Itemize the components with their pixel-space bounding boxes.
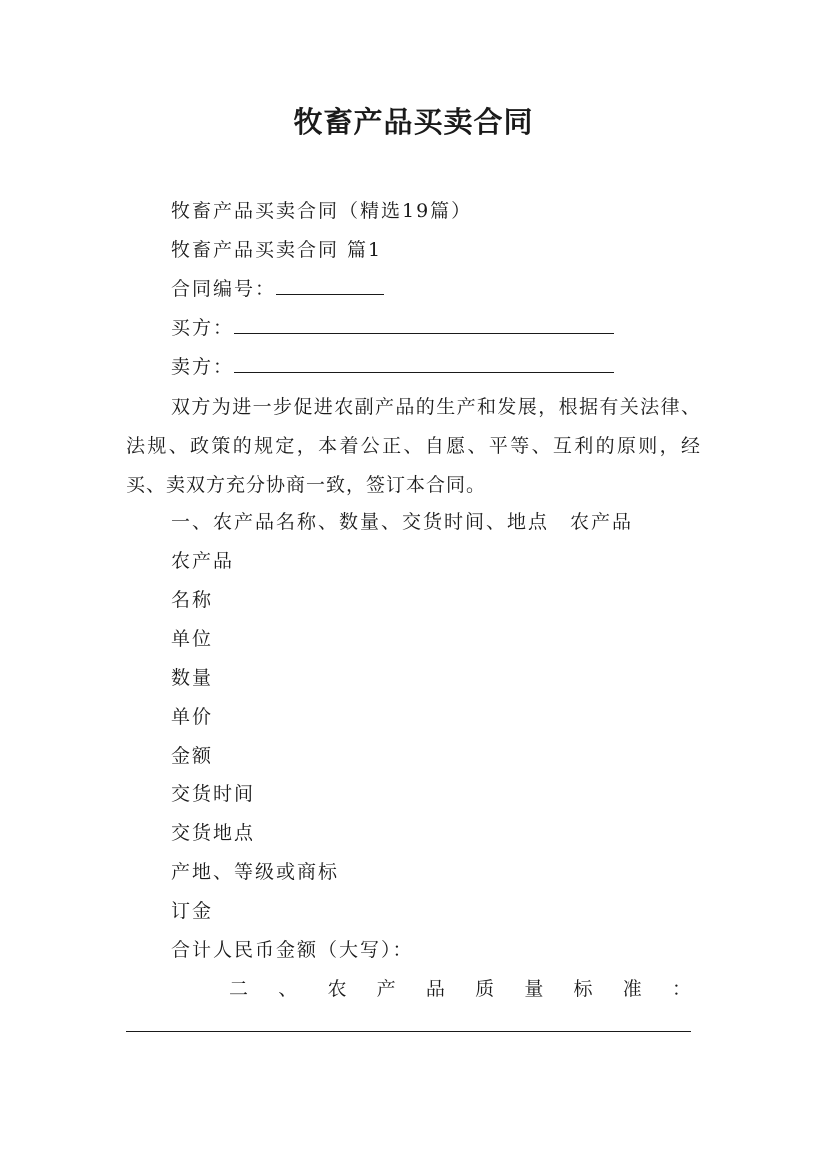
clause-2-char: 品 (425, 978, 445, 1000)
seller-label: 卖方： (171, 356, 235, 378)
item-product: 农产品 (171, 550, 235, 572)
clause-2-char: 标 (573, 978, 593, 1000)
clause-2-char: 、 (278, 978, 298, 1000)
clause-2-char: ： (671, 978, 691, 1000)
item-unit-price: 单价 (171, 706, 214, 728)
clause-2-char: 产 (376, 978, 396, 1000)
item-name: 名称 (171, 589, 214, 611)
clause-2-char: 量 (524, 978, 544, 1000)
clause-2-char: 农 (327, 978, 347, 1000)
contract-number-label: 合同编号： (171, 278, 277, 300)
clause-2-char: 二 (229, 978, 249, 1000)
item-delivery-place: 交货地点 (171, 822, 256, 844)
document-subtitle: 牧畜产品买卖合同（精选19篇） (171, 200, 473, 222)
item-amount: 金额 (171, 745, 214, 767)
clause-1-heading: 一、农产品名称、数量、交货时间、地点 农产品 (171, 511, 634, 533)
item-quantity: 数量 (171, 667, 214, 689)
clause-2-heading (229, 977, 691, 1001)
total-amount-label: 合计人民币金额（大写）： (171, 939, 414, 961)
item-origin-grade: 产地、等级或商标 (171, 861, 340, 883)
section-heading: 牧畜产品买卖合同 篇1 (171, 239, 383, 261)
contract-number-row (171, 277, 384, 301)
seller-row (171, 355, 614, 379)
seller-blank[interactable] (234, 355, 614, 373)
item-deposit: 订金 (171, 900, 214, 922)
quality-standard-blank[interactable] (126, 1031, 691, 1032)
buyer-label: 买方： (171, 317, 235, 339)
clause-2-char: 准 (622, 978, 642, 1000)
intro-paragraph: 双方为进一步促进农副产品的生产和发展，根据有关法律、法规、政策的规定，本着公正、自愿、平等、互利的原则，经买、卖双方充分协商一致，签订本合同。 (126, 396, 701, 496)
buyer-blank[interactable] (234, 316, 614, 334)
clause-2-char: 质 (475, 978, 495, 1000)
document-title: 牧畜产品买卖合同 (293, 105, 534, 139)
item-delivery-time: 交货时间 (171, 783, 256, 805)
buyer-row (171, 316, 614, 340)
item-unit: 单位 (171, 628, 214, 650)
contract-number-blank[interactable] (276, 277, 384, 295)
